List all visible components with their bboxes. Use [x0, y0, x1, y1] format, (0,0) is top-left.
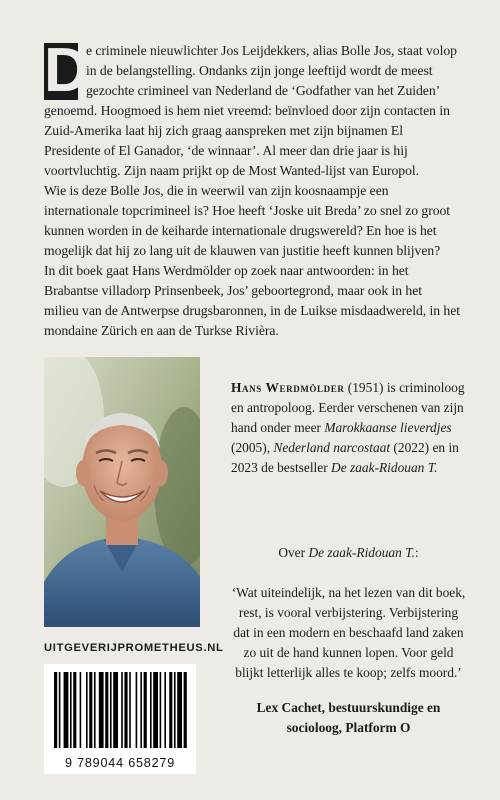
barcode-bar [164, 672, 166, 748]
blurb-paragraph-1: D e criminele nieuwlichter Jos Leijdekkers, alias Bolle Jos, staat volop in de belangstelling. Ondanks zijn jonge leeftijd wordt de meest gezochte crimineel van Nederland de ‘Godfather van het Zuiden’ genoemd. Hoogmoed is hem niet vreemd: beïnvloed door zijn contacten in Zuid-Amerika laat hij zich graag aanspreken met zijn bijnamen El Presidente of El Ganador, ‘de winnaar’. Al meer dan drie jaar is hij voortvluchtig. Zijn naam prijkt op de Most Wanted-lijst van Europol. [44, 36, 457, 178]
review-credit: Lex Cachet, bestuurskundige en socioloog, Platform O [256, 700, 441, 735]
blurb-text [44, 36, 460, 341]
author-bio: Hans Werdmölder (1951) is criminoloog en antropoloog. Eerder verschenen van zijn hand onder meer Marokkaanse lieverdjes (2005), Nederland narcostaat (2022) en in 2023 de bestseller De zaak-Ridouan T. [231, 380, 465, 475]
barcode-bar [160, 672, 162, 748]
blurb-paragraph-3: In dit boek gaat Hans Werdmölder op zoek naar antwoorden: in het Brabantse villadorp Prinsenbeek, Jos’ geboortegrond, maar ook in het milieu van de Antwerpse drugsbaronnen, in de Luikse misdaadwereld, in het mondaine Zürich en aan de Turkse Rivièra. [44, 263, 460, 338]
barcode-bar [169, 672, 172, 748]
isbn-barcode [44, 664, 196, 774]
author-name: Hans Werdmölder [231, 380, 345, 395]
review-heading: Over De zaak-Ridouan T.: [278, 545, 419, 560]
barcode-bar [121, 672, 123, 748]
barcode-bar [59, 672, 61, 748]
barcode-bar [73, 672, 76, 748]
blurb-paragraph-2: Wie is deze Bolle Jos, die in weerwil van zijn koosnaampje een internationale topcrimineel is? Hoe heeft ‘Joske uit Breda’ zo snel zo groot kunnen worden in de keiharde internationale drugswereld? En hoe is het mogelijk dat hij zo lang uit de klauwen van justitie heeft kunnen blijven? [44, 183, 451, 258]
barcode-bar [113, 672, 118, 748]
barcode-bar [129, 672, 131, 748]
barcode-bar [174, 672, 176, 748]
barcode-bar [70, 672, 72, 748]
barcode-bar [136, 672, 138, 748]
barcode-bar [64, 672, 69, 748]
review-quote: ‘Wat uiteindelijk, na het lezen van dit boek, rest, is vooral verbijstering. Verbijstering dat in een modern en beschaafd land zaken zo uit de hand kunnen lopen. Voor geld blijkt letterlijk alles te koop; zelfs moord.’ [231, 585, 466, 680]
barcode-bar [80, 672, 82, 748]
dropcap-letter: D [44, 36, 89, 105]
barcode-bar [124, 672, 127, 748]
barcode-bar [94, 672, 96, 748]
barcode-bar [105, 672, 108, 748]
isbn-number: 9 789044 658279 [64, 756, 176, 770]
author-portrait-image [44, 357, 200, 627]
barcode-bar [89, 672, 92, 748]
barcode-bar [140, 672, 142, 748]
barcode-bar [153, 672, 158, 748]
barcode-bar [144, 672, 147, 748]
barcode-bar [184, 672, 187, 748]
barcode-bar [54, 672, 57, 748]
book-title-2: Nederland narcostaat [273, 440, 391, 455]
review-block [231, 543, 466, 738]
publisher-url: UITGEVERIJPROMETHEUS.NL [44, 642, 224, 654]
dropcap-block [44, 36, 89, 105]
book-title-3: De zaak-Ridouan T. [331, 460, 438, 475]
barcode-bar [99, 672, 104, 748]
author-photo [44, 357, 200, 627]
book-title-1: Marokkaanse lieverdjes [324, 420, 452, 435]
barcode-bar [86, 672, 88, 748]
barcode-bar [177, 672, 182, 748]
barcode-bar [110, 672, 112, 748]
barcode-bar [150, 672, 152, 748]
